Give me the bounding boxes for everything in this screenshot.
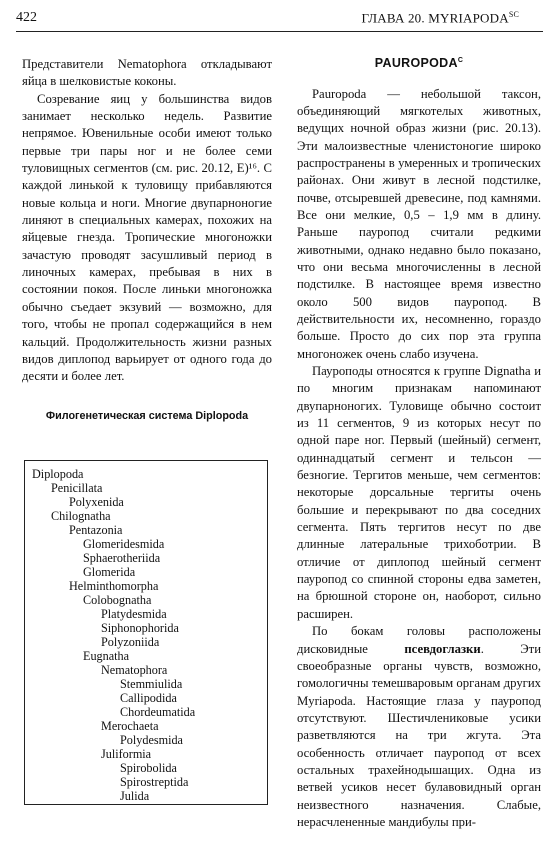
taxonomy-box xyxy=(24,460,268,805)
section-title xyxy=(297,52,541,73)
taxon-colobognatha: Colobognatha xyxy=(83,593,152,607)
right-column xyxy=(297,56,541,831)
right-paragraph-1: Pauropoda — небольшой таксон, объединяющий мягкотелых животных, ведущих ночной образ жизни (рис. 20.13). Эти малоизвестные членистоногие широко распространены в умеренных и тропических районах. Они живут в лесной подстилке, почве, отсыревшей древесине, под камнями. Все они мелкие, 0,5 – 1,9 мм в длину. Раньше пауропод считали редкими животными, однако недавно было показано, что они весьма многочисленны в лесной подстилке. В настоящее время известно около 500 видов пауропод. В действительности их, несомненно, гораздо больше. Просто до сих пор эта группа многоножек очень слабо изучена. xyxy=(297,86,541,361)
chapter-title xyxy=(362,10,519,26)
taxon-glomeridesmida: Glomeridesmida xyxy=(83,537,165,551)
page-header xyxy=(10,7,545,29)
chapter-superscript: SC xyxy=(508,10,519,19)
taxon-polyzoniida: Polyzoniida xyxy=(101,635,160,649)
taxon-chordeumatida: Chordeumatida xyxy=(120,705,196,719)
right-paragraph-3-end: . Эти своеобразные органы чувств, возможно, гомологичны темешваровым органам других Myriapoda. Настоящие глаза у пауропод отсутствуют. Шестичлениковые усики разветвляются на три жгута. Эта особенность отличает пауропод от всех остальных трахейнодышащих. Одна из ветвей усиков несет булавовидный орган неизвестного назначения. Слабые, нерасчлененные мандибулы при- xyxy=(297,641,541,829)
taxon-glomerida: Glomerida xyxy=(83,565,136,579)
taxon-siphonophorida: Siphonophorida xyxy=(101,621,179,635)
right-paragraph-2: Пауроподы относятся к группе Dignatha и по многим признакам напоминают двупарноногих. Туловище обычно состоит из 11 сегментов, 9 из которых несут по одной паре ног. Первый (шейный) сегмент, одиннадцатый сегмент и тельсон — безногие. Тергитов меньше, чем сегментов: некоторые дорсальные тергиты очень большие и перекрывают по два соседних сегмента. Пять тергитов несут по две длинные латеральные трихоботрии. В отличие от диплопод шейный сегмент пауропод со спинной стороны едва заметен, на брюшной стороне он, наоборот, сильно расширен. xyxy=(297,364,541,621)
taxon-julida: Julida xyxy=(120,789,150,803)
page-number: 422 xyxy=(16,10,37,25)
right-paragraph-3 xyxy=(297,623,541,831)
taxon-polydesmida: Polydesmida xyxy=(120,733,183,747)
taxon-juliformia: Juliformia xyxy=(101,747,152,761)
taxon-callipodida: Callipodida xyxy=(120,691,177,705)
header-rule xyxy=(16,31,543,32)
taxon-spirobolida: Spirobolida xyxy=(120,761,177,775)
section-title-text: PAUROPODA xyxy=(374,56,458,71)
taxon-merochaeta: Merochaeta xyxy=(101,719,159,733)
taxon-polyxenida: Polyxenida xyxy=(69,495,124,509)
phylogeny-heading: Филогенетическая система Diplopoda xyxy=(45,409,249,422)
taxon-spirostreptida: Spirostreptida xyxy=(120,775,189,789)
taxon-penicillata: Penicillata xyxy=(51,481,103,495)
taxon-helminthomorpha: Helminthomorpha xyxy=(69,579,159,593)
left-paragraph-2: Созревание яиц у большинства видов занимает несколько недель. Развитие непрямое. Ювенильные особи имеют только первые три пары ног и не более семи туловищных сегментов (см. рис. 20.12, E)¹⁶. С каждой линькой к туловищу прибавляются новые кольца и ноги. Многие двупарноногие линяют в специальных камерах, похожих на яйцевые гнезда. Тропические многоножки зачастую проводят засушливый период в линочных камерах, пребывая в них в состоянии покоя. После линьки многоножка обычно съедает экзувий — возможно, для того, чтобы не пропал содержащийся в нем кальций. Продолжительность жизни разных видов диплопод варьирует от одного года до десяти и более лет. xyxy=(22,91,272,384)
left-column xyxy=(22,56,272,425)
taxon-pentazonia: Pentazonia xyxy=(69,523,123,537)
pseudoeyes-term: псевдоглазки xyxy=(404,641,481,656)
taxon-eugnatha: Eugnatha xyxy=(83,649,130,663)
taxon-platydesmida: Platydesmida xyxy=(101,607,167,621)
taxon-chilognatha: Chilognatha xyxy=(51,509,111,523)
taxon-stemmiulida: Stemmiulida xyxy=(120,677,183,691)
taxon-nematophora: Nematophora xyxy=(101,663,168,677)
section-title-superscript: C xyxy=(457,57,464,64)
chapter-title-text: ГЛАВА 20. MYRIAPODA xyxy=(361,10,509,26)
taxon-sphaerotheriida: Sphaerotheriida xyxy=(83,551,161,565)
right-paragraph-3-start: По бокам головы расположены дисковидные xyxy=(297,624,541,656)
taxon-diplopoda: Diplopoda xyxy=(32,467,84,481)
left-paragraph-1: Представители Nematophora откладывают яйца в шелковистые коконы. xyxy=(22,57,272,89)
